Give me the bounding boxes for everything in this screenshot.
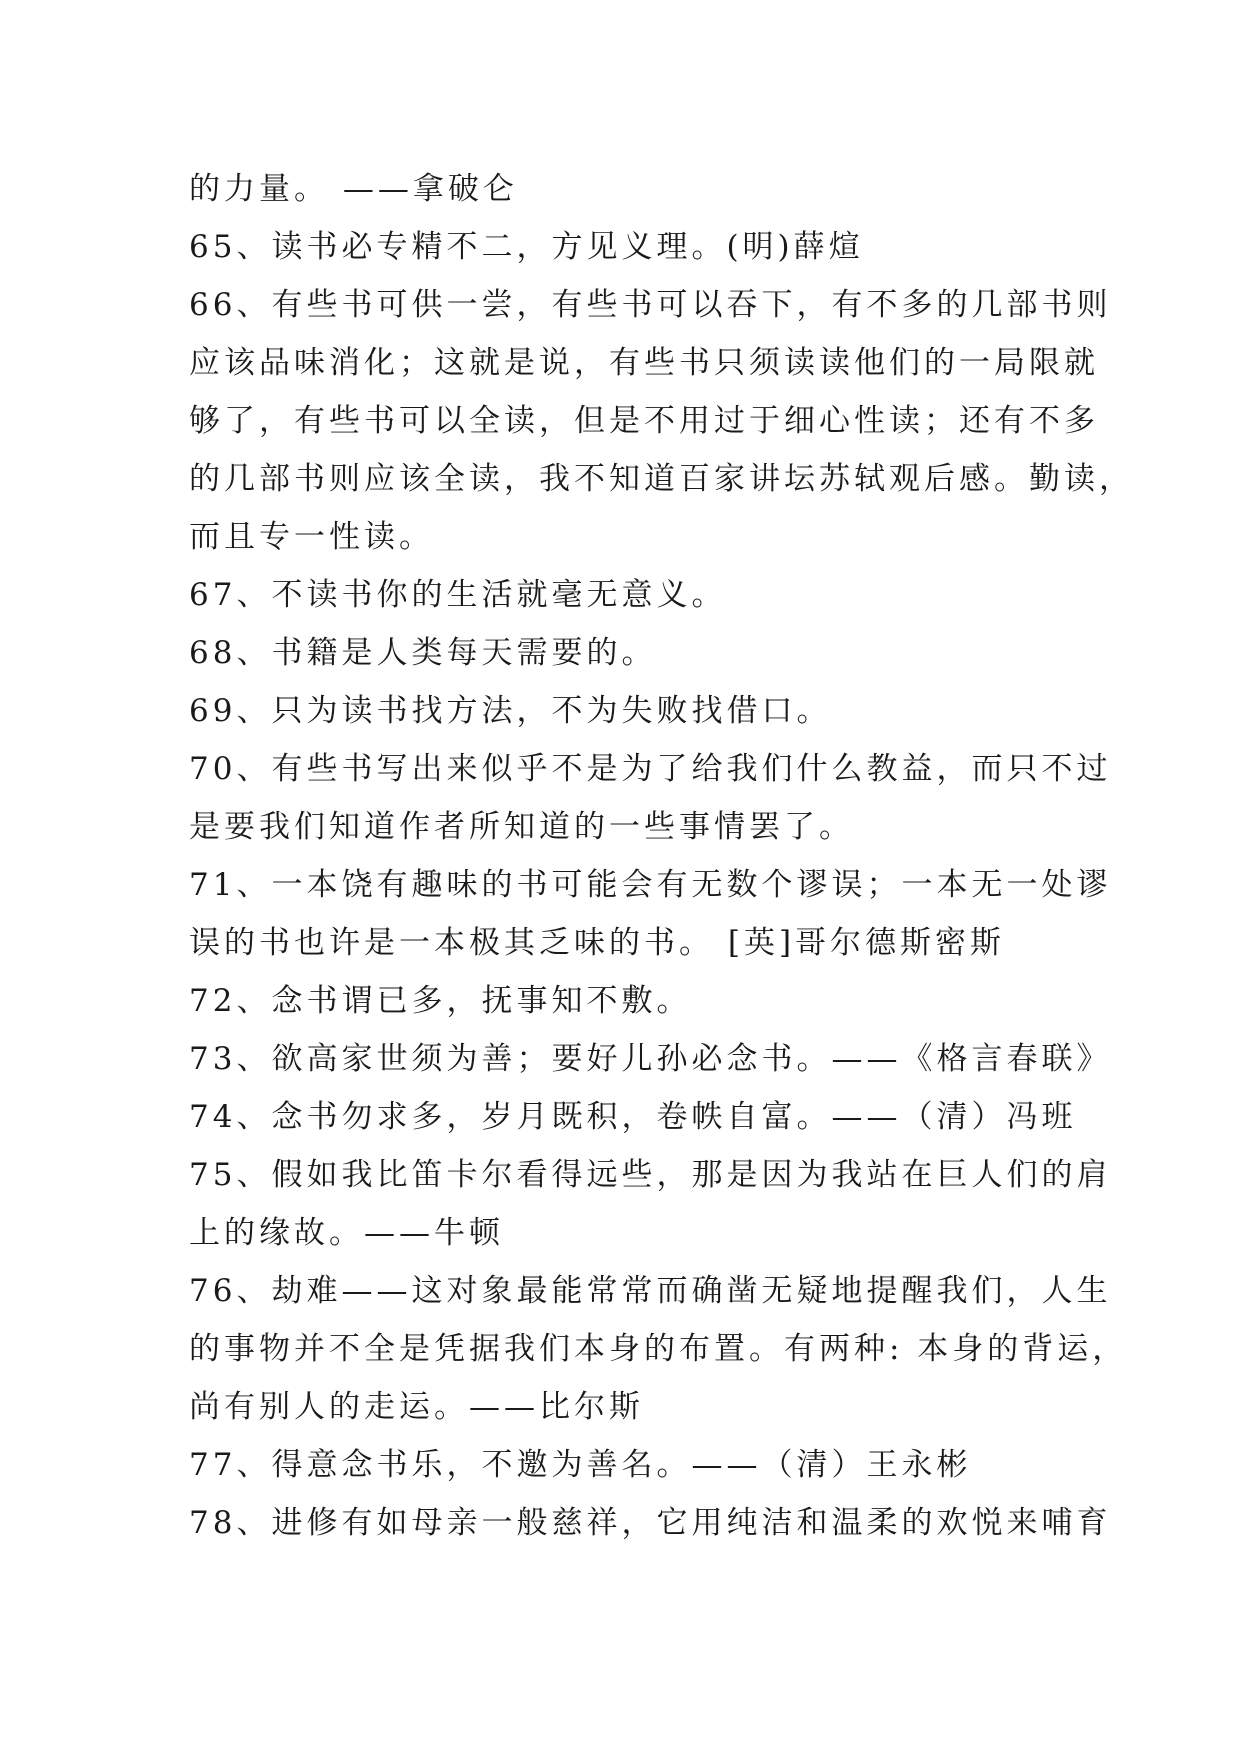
text-line: 70、有些书写出来似乎不是为了给我们什么教益，而只不过 xyxy=(189,751,1112,787)
text-line: 69、只为读书找方法，不为失败找借口。 xyxy=(189,693,832,729)
text-line: 误的书也许是一本极其乏味的书。 [英]哥尔德斯密斯 xyxy=(189,925,1006,961)
text-line: 76、劫难——这对象最能常常而确凿无疑地提醒我们，人生 xyxy=(189,1273,1112,1309)
text-line: 73、欲高家世须为善；要好儿孙必念书。——《格言春联》 xyxy=(189,1041,1112,1077)
document-body xyxy=(189,160,1134,1552)
text-line: 78、进修有如母亲一般慈祥，它用纯洁和温柔的欢悦来哺育 xyxy=(189,1505,1112,1541)
text-line: 67、不读书你的生活就毫无意义。 xyxy=(189,577,727,613)
text-line: 尚有别人的走运。——比尔斯 xyxy=(189,1389,644,1425)
text-line: 65、读书必专精不二，方见义理。(明)薛煊 xyxy=(189,229,864,265)
text-line: 的几部书则应该全读，我不知道百家讲坛苏轼观后感。勤读， xyxy=(189,461,1134,497)
text-line: 的力量。 ——拿破仑 xyxy=(189,171,518,207)
text-line: 是要我们知道作者所知道的一些事情罢了。 xyxy=(189,809,854,845)
text-line: 75、假如我比笛卡尔看得远些，那是因为我站在巨人们的肩 xyxy=(189,1157,1112,1193)
text-line: 68、书籍是人类每天需要的。 xyxy=(189,635,657,671)
text-line: 66、有些书可供一尝，有些书可以吞下，有不多的几部书则 xyxy=(189,287,1112,323)
text-line: 而且专一性读。 xyxy=(189,519,434,555)
text-line: 71、一本饶有趣味的书可能会有无数个谬误；一本无一处谬 xyxy=(189,867,1112,903)
text-line: 够了，有些书可以全读，但是不用过于细心性读；还有不多 xyxy=(189,403,1099,439)
text-line: 77、得意念书乐，不邀为善名。——（清）王永彬 xyxy=(189,1447,972,1483)
text-line: 74、念书勿求多，岁月既积，卷帙自富。——（清）冯班 xyxy=(189,1099,1077,1135)
text-line: 72、念书谓已多，抚事知不敷。 xyxy=(189,983,692,1019)
text-line: 的事物并不全是凭据我们本身的布置。有两种: 本身的背运， xyxy=(189,1331,1128,1367)
text-line: 上的缘故。——牛顿 xyxy=(189,1215,504,1251)
text-line: 应该品味消化；这就是说，有些书只须读读他们的一局限就 xyxy=(189,345,1099,381)
